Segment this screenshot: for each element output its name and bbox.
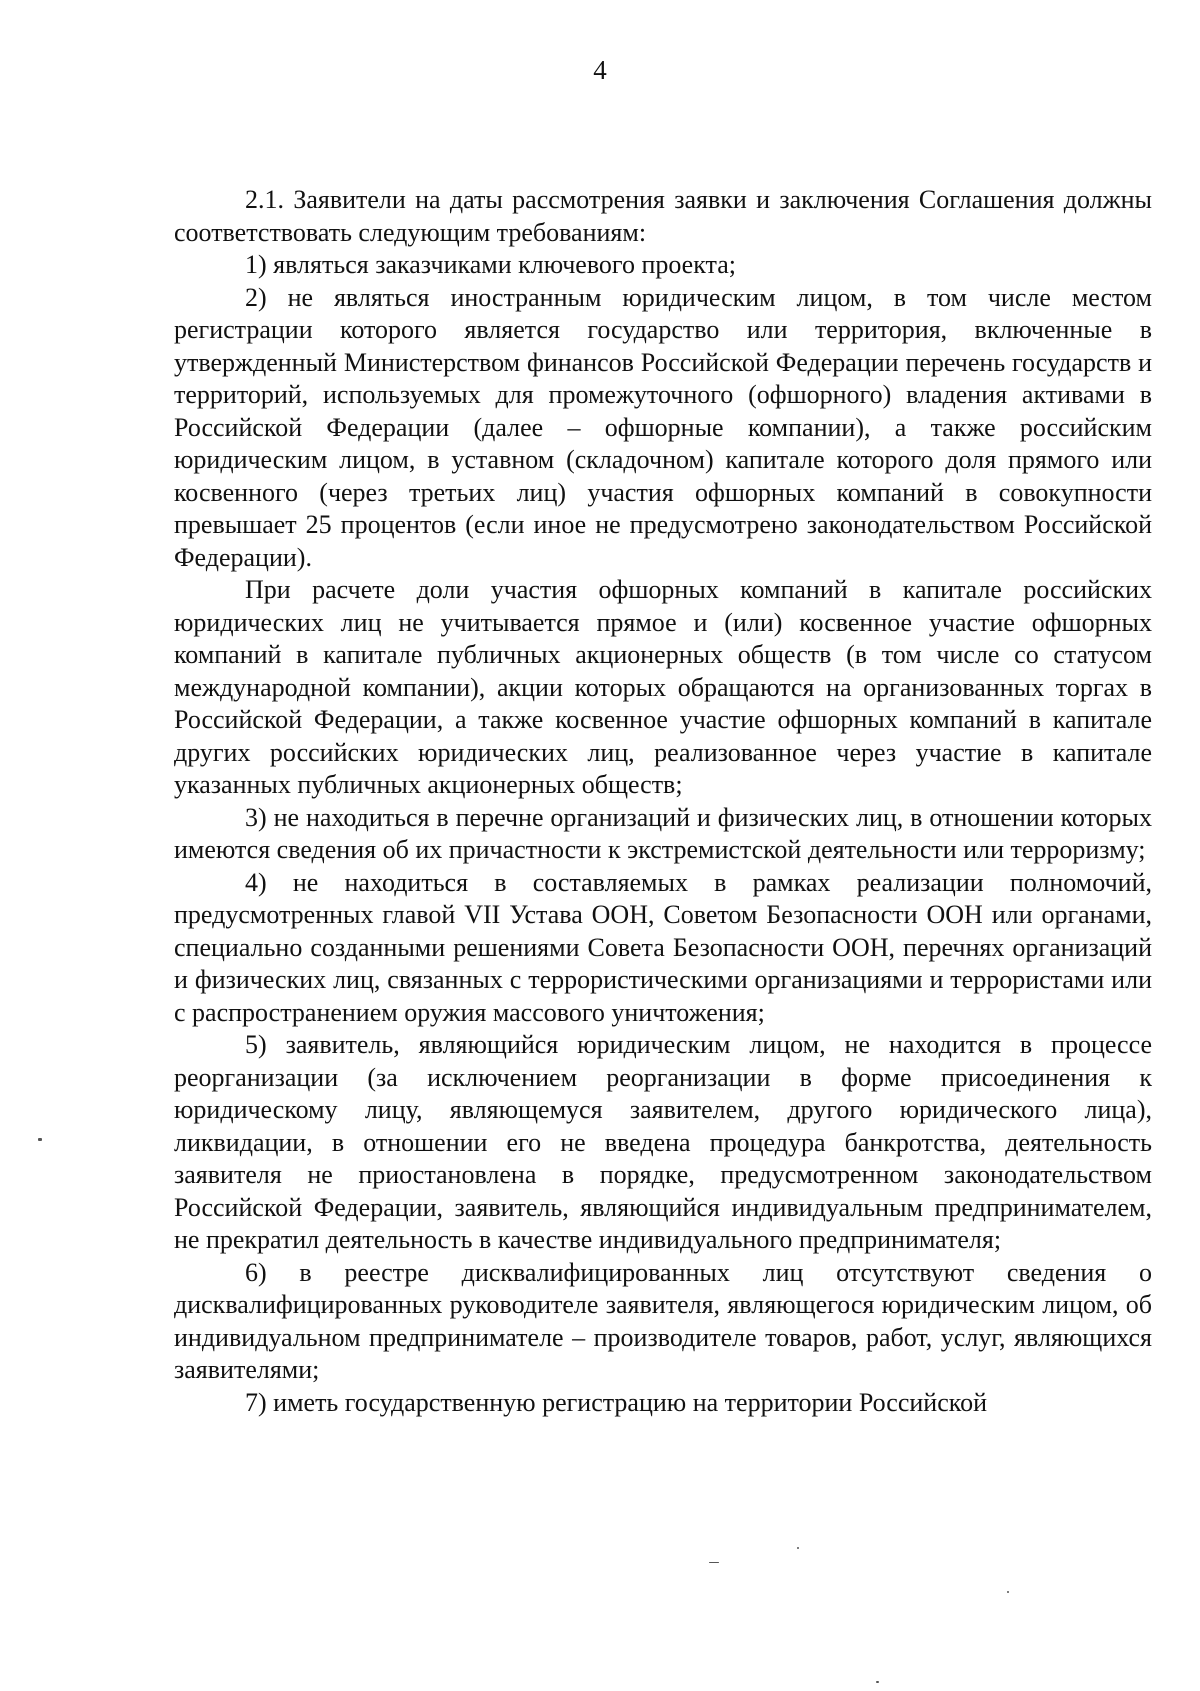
page-number: 4 (593, 55, 607, 85)
paragraph-item-6: 6) в реестре дисквалифицированных лиц отсутствуют сведения о дисквалифицированных руководителе заявителя, являющегося юридическим лицом, об индивидуальном предпринимателе – производителе товаров, работ, услуг, являющихся заявителями; (174, 1257, 1152, 1384)
scan-speck (876, 1681, 879, 1683)
paragraph-offshore-calculation: При расчете доли участия офшорных компаний в капитале российских юридических лиц не учитывается прямое и (или) косвенное участие офшорных компаний в капитале публичных акционерных обществ (в том числе со статусом международной компании), акции которых обращаются на организованных торгах в Российской Федерации, а также косвенное участие офшорных компаний в капитале других российских юридических лиц, реализованное через участие в капитале указанных публичных акционерных обществ; (174, 575, 1152, 799)
document-body (174, 184, 1152, 1419)
paragraph-item-3: 3) не находиться в перечне организаций и физических лиц, в отношении которых имеются сведения об их причастности к экстремистской деятельности или терроризму; (174, 802, 1152, 864)
scan-speck (38, 1138, 42, 1141)
paragraph-item-7: 7) иметь государственную регистрацию на территории Российской (245, 1387, 987, 1417)
paragraph-2-1: 2.1. Заявители на даты рассмотрения заявки и заключения Соглашения должны соответствовать следующим требованиям: (174, 185, 1152, 247)
scan-speck (709, 1562, 719, 1563)
paragraph-item-1: 1) являться заказчиками ключевого проекта; (245, 250, 736, 279)
paragraph-item-5: 5) заявитель, являющийся юридическим лицом, не находится в процессе реорганизации (за исключением реорганизации в форме присоединения к юридическому лицу, являющемуся заявителем, другого юридического лица), ликвидации, в отношении его не введена процедура банкротства, деятельность заявителя не приостановлена в порядке, предусмотренном законодательством Российской Федерации, заявитель, являющийся индивидуальным предпринимателем, не прекратил деятельность в качестве индивидуального предпринимателя; (174, 1030, 1152, 1254)
paragraph-item-4: 4) не находиться в составляемых в рамках реализации полномочий, предусмотренных главой VII Устава ООН, Советом Безопасности ООН или органами, специально созданными решениями Совета Безопасности ООН, перечнях организаций и физических лиц, связанных с террористическими организациями и террористами или с распространением оружия массового уничтожения; (174, 867, 1152, 1027)
scan-speck (797, 1547, 799, 1549)
scan-speck (1007, 1591, 1009, 1593)
paragraph-item-2: 2) не являться иностранным юридическим лицом, в том числе местом регистрации которого является государство или территория, включенные в утвержденный Министерством финансов Российской Федерации перечень государств и территорий, используемых для промежуточного (офшорного) владения активами в Российской Федерации (далее – офшорные компании), а также российским юридическим лицом, в уставном (складочном) капитале которого доля прямого или косвенного (через третьих лиц) участия офшорных компаний в совокупности превышает 25 процентов (если иное не предусмотрено законодательством Российской Федерации). (174, 282, 1152, 572)
